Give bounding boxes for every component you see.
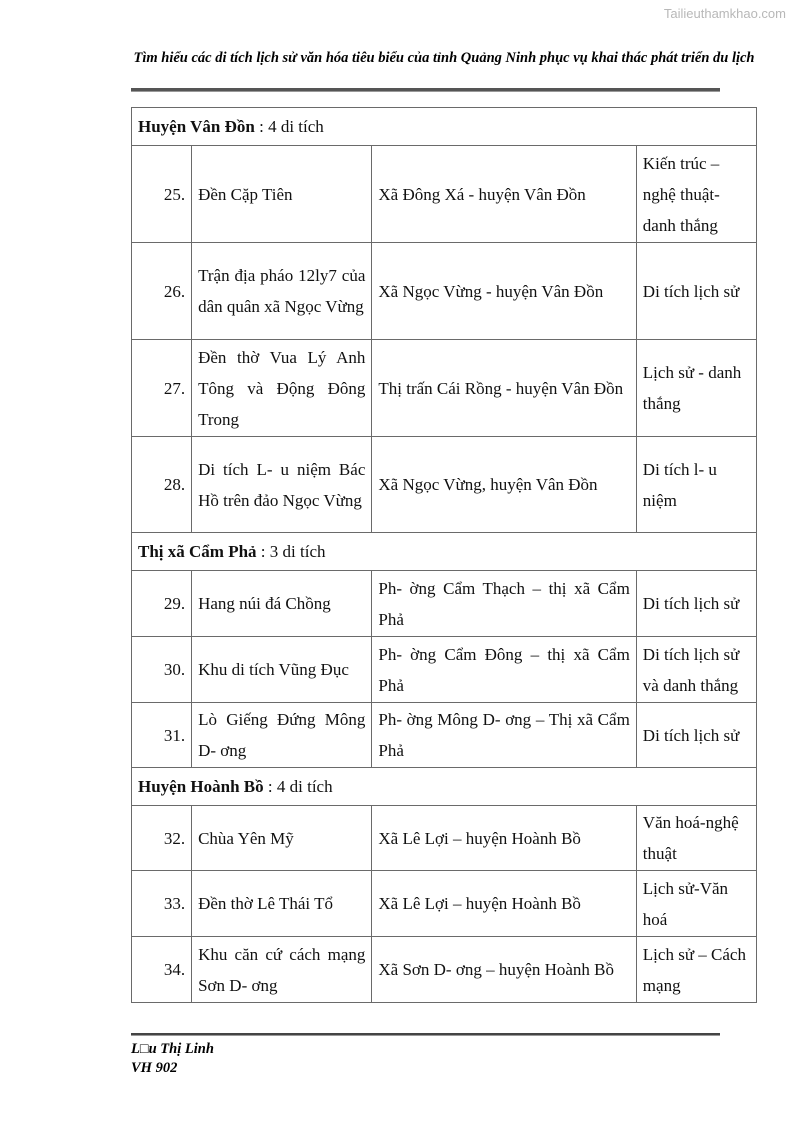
row-number: 29. [132, 571, 192, 637]
relic-location: Ph- ờng Cẩm Đông – thị xã Cẩm Phả [372, 637, 636, 703]
table-row [132, 146, 757, 243]
group-header-row [132, 768, 757, 806]
relic-type: Di tích lịch sử [636, 703, 756, 768]
table-row [132, 243, 757, 340]
row-number: 34. [132, 937, 192, 1003]
relic-location: Ph- ờng Mông D- ơng – Thị xã Cẩm Phả [372, 703, 636, 768]
table-row [132, 937, 757, 1003]
relic-type: Di tích lịch sử và danh thắng [636, 637, 756, 703]
relic-type: Lịch sử - danh thắng [636, 340, 756, 437]
relic-name: Lò Giếng Đứng Mông D- ơng [192, 703, 372, 768]
table-row [132, 571, 757, 637]
table-row [132, 437, 757, 533]
relic-name: Trận địa pháo 12ly7 của dân quân xã Ngọc Vừng [192, 243, 372, 340]
relic-type: Văn hoá-nghệ thuật [636, 806, 756, 871]
relic-name: Hang núi đá Chồng [192, 571, 372, 637]
relic-location: Xã Ngọc Vừng, huyện Vân Đồn [372, 437, 636, 533]
relic-name: Đền Cặp Tiên [192, 146, 372, 243]
relic-type: Lịch sử-Văn hoá [636, 871, 756, 937]
relic-location: Xã Ngọc Vừng - huyện Vân Đồn [372, 243, 636, 340]
row-number: 25. [132, 146, 192, 243]
footer-author: L□u Thị Linh [131, 1041, 214, 1057]
relic-location: Xã Lê Lợi – huyện Hoành Bồ [372, 806, 636, 871]
group-name: Huyện Vân Đồn [138, 117, 255, 136]
relic-location: Xã Đông Xá - huyện Vân Đồn [372, 146, 636, 243]
relic-name: Khu di tích Vũng Đục [192, 637, 372, 703]
relic-name: Đền thờ Lê Thái Tổ [192, 871, 372, 937]
footer-class: VH 902 [131, 1060, 178, 1076]
group-count: : 3 di tích [256, 542, 326, 561]
group-header-row [132, 108, 757, 146]
header-divider [131, 88, 720, 92]
relic-type: Di tích l- u niệm [636, 437, 756, 533]
relic-type: Di tích lịch sử [636, 243, 756, 340]
group-count: : 4 di tích [263, 777, 333, 796]
group-header [132, 108, 757, 146]
table-row [132, 871, 757, 937]
row-number: 30. [132, 637, 192, 703]
group-name: Huyện Hoành Bồ [138, 777, 264, 796]
group-header [132, 533, 757, 571]
table-row [132, 340, 757, 437]
table-row [132, 637, 757, 703]
row-number: 27. [132, 340, 192, 437]
row-number: 26. [132, 243, 192, 340]
row-number: 32. [132, 806, 192, 871]
row-number: 28. [132, 437, 192, 533]
relics-table [131, 107, 757, 1003]
group-name: Thị xã Cẩm Phả [138, 542, 257, 561]
footer [131, 1040, 214, 1078]
relic-type: Di tích lịch sử [636, 571, 756, 637]
table-row [132, 806, 757, 871]
group-header [132, 768, 757, 806]
relic-type: Lịch sử – Cách mạng [636, 937, 756, 1003]
table-row [132, 703, 757, 768]
watermark: Tailieuthamkhao.com [663, 6, 786, 21]
row-number: 33. [132, 871, 192, 937]
relic-location: Xã Lê Lợi – huyện Hoành Bồ [372, 871, 636, 937]
relic-name: Di tích L- u niệm Bác Hồ trên đảo Ngọc Vừng [192, 437, 372, 533]
relic-location: Ph- ờng Cẩm Thạch – thị xã Cẩm Phả [372, 571, 636, 637]
relic-name: Khu căn cứ cách mạng Sơn D- ơng [192, 937, 372, 1003]
relic-location: Thị trấn Cái Rồng - huyện Vân Đồn [372, 340, 636, 437]
footer-divider [131, 1033, 720, 1036]
page-header-title: Tìm hiểu các di tích lịch sử văn hóa tiêu biểu của tỉnh Quảng Ninh phục vụ khai thác phát triển du lịch [133, 50, 755, 66]
relic-name: Chùa Yên Mỹ [192, 806, 372, 871]
row-number: 31. [132, 703, 192, 768]
group-header-row [132, 533, 757, 571]
relic-location: Xã Sơn D- ơng – huyện Hoành Bồ [372, 937, 636, 1003]
group-count: : 4 di tích [254, 117, 324, 136]
relic-type: Kiến trúc – nghệ thuật-danh thắng [636, 146, 756, 243]
relic-name: Đền thờ Vua Lý Anh Tông và Động Đông Trong [192, 340, 372, 437]
